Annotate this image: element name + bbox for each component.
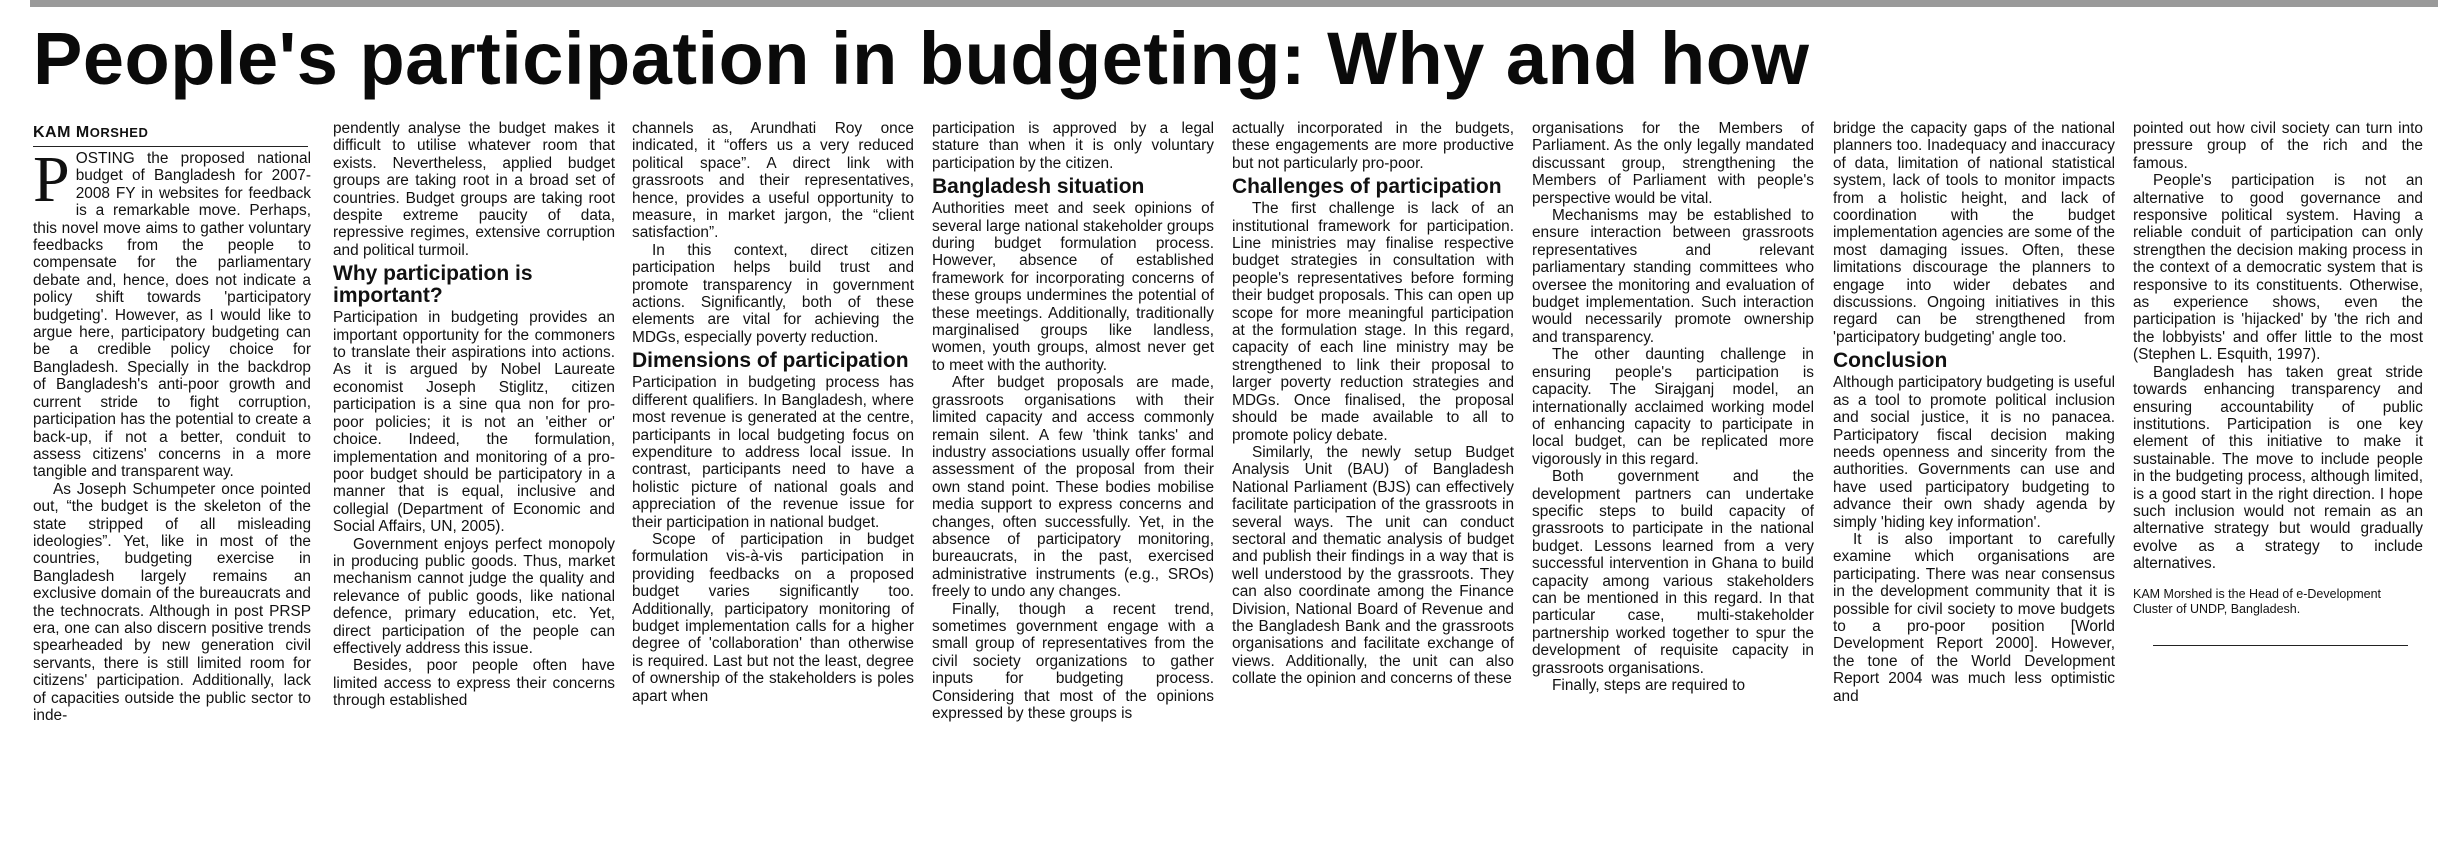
lead-paragraph-text: OSTING the proposed national budget of Bangladesh for 2007-2008 FY in websites for feedback is a remarkable move. Perhaps, this novel move aims to gather voluntary feedbacks from the people to compensate for the parliamentary debate and, hence, does not indicate a policy shift towards 'participatory budgeting'. However, as I would like to argue here, participatory budgeting can be a credible policy choice for Bangladesh. Specially in the backdrop of Bangladesh's anti-poor growth and current stride to fight corruption, participation has the potential to create a back-up, if not a better, conduit to assess citizens' concerns in a more tangible and transparent way. <box>33 150 311 481</box>
paragraph: Bangladesh has taken great stride towards enhancing transparency and ensuring accountability of public institutions. Participation is one key element of this initiative to make it sustainable. The move to include people in the budgeting process, although limited, is a good start in the right direction. I hope such inclusion would not remain as an alternative strategy but would gradually evolve as a strategy to include alternatives. <box>2133 363 2423 573</box>
paragraph: participation is approved by a legal stature than when it is only voluntary participation by the citizen. <box>932 120 1214 172</box>
article-column-5 <box>1232 120 1514 840</box>
author-credit: KAM Morshed is the Head of e-Development Cluster of UNDP, Bangladesh. <box>2133 586 2382 616</box>
article-column-8 <box>2133 120 2423 840</box>
page-title: People's participation in budgeting: Why and how <box>33 17 1810 100</box>
paragraph: Participation in budgeting provides an important opportunity for the commoners to translate their aspirations into actions. As it is argued by Nobel Laureate economist Joseph Stiglitz, citizen participation is a sine qua non for pro-poor policies; it is not an 'either or' choice. Indeed, the formulation, implementation and monitoring of a pro-poor budget should be participatory in a manner that is equal, inclusive and collegial (Department of Economic and Social Affairs, UN, 2005). <box>333 309 615 536</box>
paragraph: People's participation is not an alternative to good governance and responsive political system. Having a reliable conduit of participation can only strengthen the decision making process in the context of a democratic system that is responsive to its constituents. Otherwise, as experience shows, even the participation is 'hijacked' by 'the rich and the lobbyists' and offer little to the most (Stephen L. Esquith, 1997). <box>2133 172 2423 364</box>
byline-initial: M <box>75 124 90 141</box>
lead-paragraph <box>33 150 311 481</box>
paragraph: Scope of participation in budget formulation vis-à-vis participation in providing feedbacks on a proposed budget varies significantly too. Additionally, participatory monitoring of budget implementation calls for a higher degree of 'collaboration' than otherwise is required. Last but not the least, degree of ownership of the stakeholders is poles apart when <box>632 530 914 705</box>
article-column-3 <box>632 120 914 840</box>
section-heading: Challenges of participation <box>1232 175 1502 199</box>
top-rule <box>30 0 2438 7</box>
byline-divider <box>33 146 308 147</box>
paragraph: Similarly, the newly setup Budget Analysis Unit (BAU) of Bangladesh National Parliament (BJS) can effectively facilitate participation of the grassroots in several ways. The unit can conduct sectoral and thematic analysis of budget and publish their findings in a way that is well understood by the grassroots. They can also coordinate among the Finance Division, National Board of Revenue and the Bangladesh Bank and the grassroots organisations and facilitate exchange of views. Additionally, the unit can also collate the opinion and concerns of these <box>1232 443 1514 688</box>
paragraph: pointed out how civil society can turn into pressure group of the rich and the famous. <box>2133 120 2423 172</box>
byline-rest: ORSHED <box>89 125 149 140</box>
article-column-1 <box>33 150 311 840</box>
byline-first: KAM <box>33 124 71 141</box>
paragraph: It is also important to carefully examine which organisations are participating. There was near consensus in the development community that it is possible for civil society to move budgets to a pro-poor position [World Development Report 2000]. However, the tone of the World Development Report 2004 was much less optimistic and <box>1833 530 2115 705</box>
section-heading: Conclusion <box>1833 349 1948 373</box>
paragraph: Authorities meet and seek opinions of several large national stakeholder groups during budget formulation process. However, absence of established framework for incorporating concerns of these groups undermines the potential of these meetings. Additionally, traditionally marginalised groups like landless, women, youth groups, almost never get to meet with the authority. <box>932 200 1214 374</box>
paragraph: The first challenge is lack of an institutional framework for participation. Line ministries may finalise respective budget strategies in consultation with people's representatives before forming their budget proposals. This can open up scope for more meaningful participation at the formulation stage. In this regard, capacity of each line ministry may be strengthened to link their proposal to larger poverty reduction strategies and MDGs. Once finalised, the proposal should be made available to all to promote policy debate. <box>1232 200 1514 444</box>
paragraph: In this context, direct citizen participation helps build trust and promote transparency in government actions. Significantly, both of these elements are vital for achieving the MDGs, especially poverty reduction. <box>632 241 914 346</box>
paragraph: bridge the capacity gaps of the national planners too. Inadequacy and inaccuracy of data, limitation of national statistical system, lack of tools to monitor impacts from a holistic height, and lack of coordination with the budget implementation agencies are some of the most damaging issues. Often, these limitations discourage the planners to engage into wider debates and discussions. Ongoing initiatives in this regard can be strengthened from 'participatory budgeting' angle too. <box>1833 120 2115 346</box>
paragraph: actually incorporated in the budgets, these engagements are more productive but not particularly pro-poor. <box>1232 120 1514 172</box>
paragraph: Government enjoys perfect monopoly in producing public goods. Thus, market mechanism cannot judge the quality and relevance of public goods, like national defence, primary education, etc. Yet, direct participation of the people can effectively address this issue. <box>333 535 615 657</box>
paragraph: The other daunting challenge in ensuring people's participation is capacity. The Sirajganj model, an internationally acclaimed working model of enhancing capacity to participate in local budget, can be replicated more vigorously in this regard. <box>1532 346 1814 468</box>
paragraph: After budget proposals are made, grassroots organisations with their limited capacity and access commonly remain silent. A few 'think tanks' and industry associations usually offer formal assessment of the proposal from their own stand point. These bodies mobilise media support to express concerns and changes, often successfully. Yet, in the absence of participatory monitoring, bureaucrats, in the past, exercised administrative instruments (e.g., SROs) freely to undo any changes. <box>932 374 1214 601</box>
paragraph: Both government and the development partners can undertake specific steps to build capacity of grassroots to participate in the national budget. Lessons learned from a very successful intervention in Ghana to build capacity among various stakeholders can be mentioned in this regard. In that particular case, multi-stakeholder partnership worked together to spur the development of requisite capacity in grassroots organisations. <box>1532 468 1814 677</box>
paragraph: pendently analyse the budget makes it difficult to utilise whatever room that exists. Nevertheless, applied budget groups are taking root in a broad set of countries. Budget groups are taking root despite extreme paucity of data, repressive regimes, extensive corruption and political turmoil. <box>333 120 615 259</box>
credit-divider <box>2153 645 2408 646</box>
paragraph: Finally, steps are required to <box>1552 677 1746 694</box>
section-heading: Dimensions of participation <box>632 349 909 373</box>
section-heading: Why participation is important? <box>333 262 533 308</box>
paragraph: Besides, poor people often have limited access to express their concerns through established <box>333 657 615 710</box>
article-column-2 <box>333 120 615 840</box>
paragraph: As Joseph Schumpeter once pointed out, “the budget is the skeleton of the state stripped of all misleading ideologies”. Yet, like in most of the countries, budgeting exercise in Bangladesh largely remains an exclusive domain of the bureaucrats and the technocrats. Although in post PRSP era, one can also discern positive trends spearheaded by new generation civil servants, there is still limited room for citizens' participation. Additionally, lack of capacities outside the public sector to inde- <box>33 480 311 724</box>
byline <box>33 124 148 142</box>
paragraph: Although participatory budgeting is useful as a tool to promote political inclusion and social justice, it is no panacea. Participatory fiscal decision making needs openness and sincerity from the authorities. Governments can use and have used participatory budgeting to advance their own shady agenda by simply 'hiding key information'. <box>1833 374 2115 531</box>
paragraph: Mechanisms may be established to ensure interaction between grassroots representatives and relevant parliamentary standing committees who oversee the monitoring and evaluation of budget implementation. Such interaction would necessarily promote ownership and transparency. <box>1532 207 1814 346</box>
paragraph: Participation in budgeting process has different qualifiers. In Bangladesh, where most revenue is generated at the centre, participants in local budgeting focus on expenditure to address local issue. In contrast, participants need to have a holistic picture of national goals and appreciation of the revenue issue for their participation in national budget. <box>632 374 914 531</box>
paragraph: channels as, Arundhati Roy once indicated, it “offers us a very reduced political space”. A direct link with grassroots and their representatives, hence, provides a useful opportunity to measure, in market jargon, the “client satisfaction”. <box>632 120 914 242</box>
drop-cap: P <box>33 150 70 216</box>
section-heading: Bangladesh situation <box>932 175 1145 199</box>
article-column-6 <box>1532 120 1814 840</box>
paragraph: Finally, though a recent trend, sometimes government engage with a small group of representatives from the civil society organizations to gather inputs for budgeting process. Considering that most of the opinions expressed by these groups is <box>932 600 1214 722</box>
article-column-4 <box>932 120 1214 840</box>
article-column-7 <box>1833 120 2115 840</box>
paragraph: organisations for the Members of Parliament. As the only legally mandated discussant group, strengthening the Members of Parliament with people's perspective would be vital. <box>1532 120 1814 207</box>
